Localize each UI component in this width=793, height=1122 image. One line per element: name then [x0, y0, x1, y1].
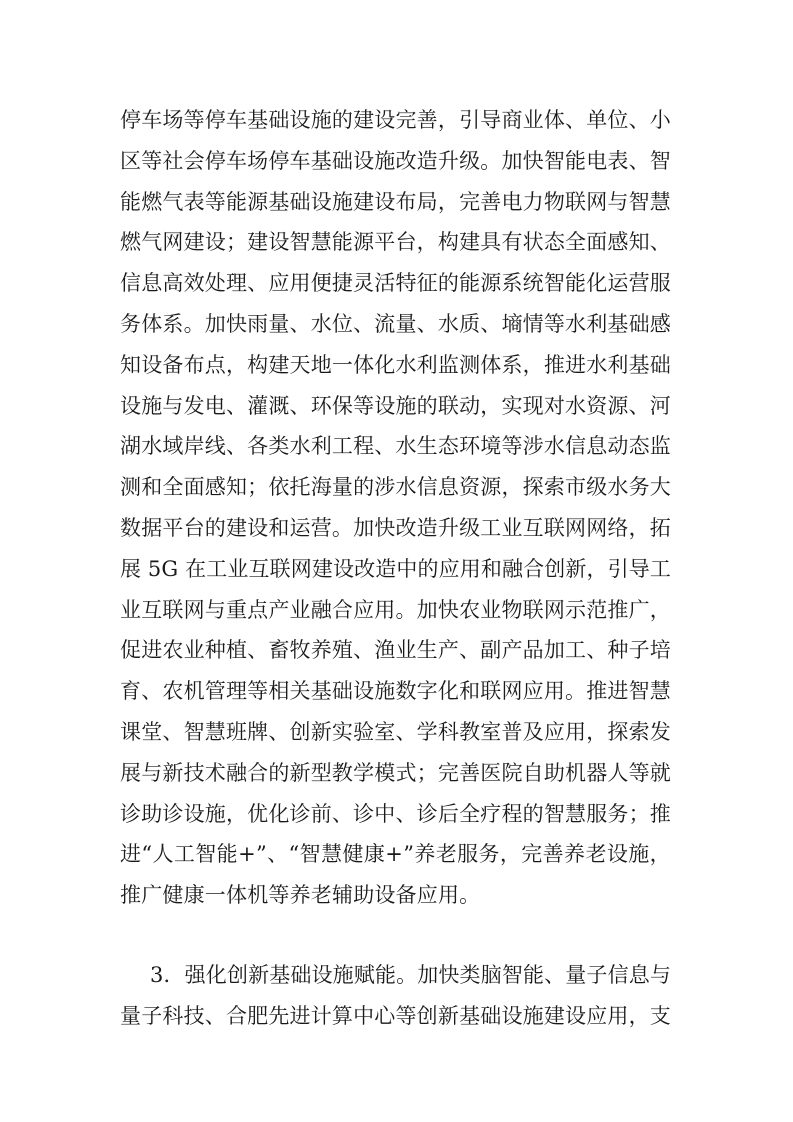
text-line-content: 能燃气表等能源基础设施建设布局，完善电力物联网与智慧 [120, 189, 671, 214]
text-line [0, 263, 793, 303]
text-line [0, 222, 793, 262]
text-line-content: 推广健康一体机等养老辅助设备应用。 [120, 883, 481, 908]
text-line [0, 875, 793, 915]
text-line [0, 955, 793, 995]
text-line [0, 100, 793, 140]
text-line-content: 业互联网与重点产业融合应用。加快农业物联网示范推广， [120, 597, 671, 622]
text-line [0, 549, 793, 589]
text-line-content: 促进农业种植、畜牧养殖、渔业生产、副产品加工、种子培 [120, 638, 671, 663]
text-line-content: 燃气网建设；建设智慧能源平台，构建具有状态全面感知、 [120, 230, 671, 255]
text-line [0, 794, 793, 834]
text-line [0, 712, 793, 752]
text-line-content: 知设备布点，构建天地一体化水利监测体系，推进水利基础 [120, 352, 671, 377]
text-line [0, 508, 793, 548]
text-line-content: 进“人工智能+”、“智慧健康+”养老服务，完善养老设施， [120, 842, 671, 867]
text-line-content: 3．强化创新基础设施赋能。加快类脑智能、量子信息与 [150, 963, 672, 987]
text-line [0, 182, 793, 222]
text-line-content: 育、农机管理等相关基础设施数字化和联网应用。推进智慧 [120, 679, 671, 704]
text-line-content: 展 5G 在工业互联网建设改造中的应用和融合创新，引导工 [120, 556, 671, 581]
text-line-content: 湖水域岸线、各类水利工程、水生态环境等涉水信息动态监 [120, 434, 671, 459]
text-line-content: 区等社会停车场停车基础设施改造升级。加快智能电表、智 [120, 148, 671, 173]
text-line-content: 务体系。加快雨量、水位、流量、水质、墒情等水利基础感 [120, 312, 671, 336]
text-line [0, 467, 793, 507]
text-line [0, 590, 793, 630]
text-line-content: 数据平台的建设和运营。加快改造升级工业互联网网络，拓 [120, 516, 671, 540]
text-line [0, 304, 793, 344]
text-line-content: 量子科技、合肥先进计算中心等创新基础设施建设应用，支 [120, 1003, 671, 1028]
text-line-content: 停车场等停车基础设施的建设完善，引导商业体、单位、小 [120, 108, 671, 132]
text-line-content: 测和全面感知；依托海量的涉水信息资源，探索市级水务大 [120, 475, 671, 500]
text-line [0, 386, 793, 426]
text-line [0, 671, 793, 711]
text-line [0, 630, 793, 670]
text-line-content: 展与新技术融合的新型教学模式；完善医院自助机器人等就 [120, 760, 671, 785]
text-line-content: 设施与发电、灌溉、环保等设施的联动，实现对水资源、河 [120, 393, 671, 418]
text-line [0, 345, 793, 385]
text-line [0, 834, 793, 874]
text-line [0, 753, 793, 793]
text-line-content: 信息高效处理、应用便捷灵活特征的能源系统智能化运营服 [120, 271, 671, 296]
text-line-content: 诊助诊设施，优化诊前、诊中、诊后全疗程的智慧服务；推 [120, 801, 671, 826]
text-line [0, 141, 793, 181]
text-line [0, 996, 793, 1036]
text-line [0, 426, 793, 466]
text-line-content: 课堂、智慧班牌、创新实验室、学科教室普及应用，探索发 [120, 720, 671, 744]
